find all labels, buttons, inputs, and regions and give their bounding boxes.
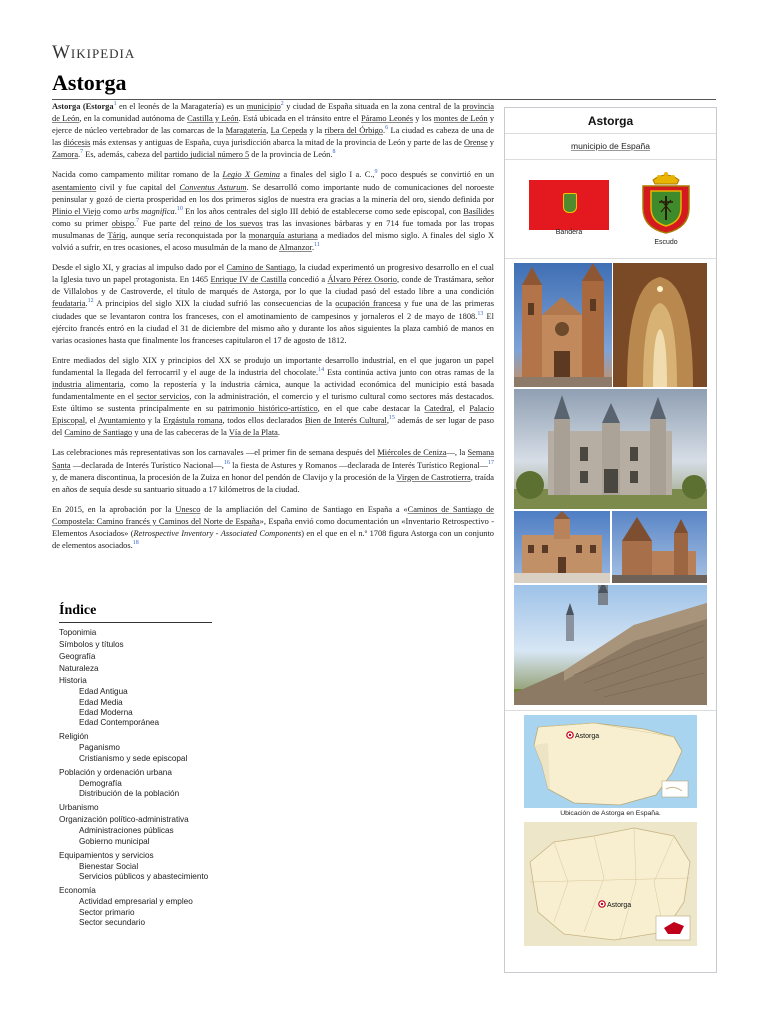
text-run: y la [145,416,164,426]
wiki-link[interactable]: Táriq [107,230,126,240]
citation-link[interactable]: 7 [136,218,140,225]
infobox-divider [505,133,716,134]
infobox-divider [505,258,716,259]
text-run: . [134,218,137,228]
text-run: El ejército francés entró en la ciudad el 31 de diciembre del mismo año y durante los años siguientes la plaza cambió de manos en varias ocasiones hasta que finalmente los franceses capitularon el 17 de agosto de 1812. [52,311,494,345]
text-run: de la ampliación del Camino de Santiago en España a « [200,504,408,514]
text-run: ) en el que en el n.º 1708 figura Astorga con un conjunto de elementos asociados. [52,529,494,551]
wiki-link[interactable]: Álvaro Pérez Osorio [327,275,397,285]
wiki-link[interactable]: Orense [463,138,488,148]
wiki-link[interactable]: Legio X Gemina [222,170,280,180]
wiki-link[interactable]: Enrique IV de Castilla [210,275,287,285]
citation-link[interactable]: 8 [332,149,336,156]
wiki-link[interactable]: Castilla y León [187,114,239,124]
text-run: . [85,299,88,309]
article-paragraph [52,504,494,552]
text-run: —declarada de Interés Turístico Nacional—, [70,460,224,470]
text-run: de la provincia de León. [249,150,333,160]
wiki-link[interactable]: provincia de León [52,102,494,124]
toc-subitem[interactable]: Bienestar Social [79,861,139,871]
map2-label: Astorga [607,902,632,909]
wiki-link[interactable]: Maragatería [225,126,267,136]
text-run: . [174,206,177,216]
infobox [504,107,717,973]
toc-divider [59,622,212,623]
article-paragraph [52,262,494,347]
wiki-link[interactable]: Conventus Asturum [179,182,247,192]
text-run: , en el que cabe destacar la [317,404,425,414]
toc-item[interactable]: Economía [59,886,96,896]
wiki-link[interactable]: asentamiento [52,182,97,192]
article-paragraph [52,447,494,495]
infobox-title: Astorga [587,114,634,128]
text-run: . [78,150,81,160]
wikipedia-logo[interactable]: Wikipedia [52,42,136,63]
citation-link[interactable]: 18 [132,540,139,547]
flag-caption: Bandera [555,229,583,236]
text-run: , [266,126,271,136]
citation-link[interactable]: 14 [318,367,325,374]
map1-label: Astorga [575,733,600,740]
text-run: además de ser lugar de paso del [52,416,494,438]
text-run: Esta continúa activa junto con otras ramas de la [324,367,494,377]
page-title: Astorga [52,70,127,95]
toc-item[interactable]: Equipamientos y servicios [59,850,154,860]
text-run: y la [307,126,325,136]
toc-subitem[interactable]: Administraciones públicas [79,826,174,836]
citation-link[interactable]: 7 [80,149,84,156]
coat-of-arms-image[interactable] [639,170,693,234]
toc-subitem[interactable]: Demografía [79,778,122,788]
toc-subitem[interactable]: Edad Antigua [79,687,128,697]
wiki-link[interactable]: Basílides [463,206,495,216]
citation-link[interactable]: 2 [280,101,284,108]
map-caption: Ubicación de Astorga en España. [560,810,661,817]
text-run: tras las invasiones bárbaras y en 714 fue tomada por las tropas musulmanas de [52,218,494,240]
text-run: », España envió como documentación un «Inventario Retrospectivo - Elementos Asociados» ( [52,516,495,538]
text-run: concedió a [286,275,328,285]
town-hall-photo[interactable] [514,511,610,583]
title-divider [52,99,716,100]
toc-item[interactable]: Religión [59,732,89,742]
wiki-link[interactable]: Semana Santa [52,448,494,470]
text-run: En los años centrales del siglo III debió de establecerse como sede episcopal, con [182,206,464,216]
text-run: . [382,126,386,136]
toc-subitem[interactable]: Edad Contemporánea [79,718,160,728]
wiki-link[interactable]: diócesis [63,138,91,148]
flag-shield-icon [563,193,577,213]
text-run: y ejerce de núcleo vertebrador de las comarcas de la [52,114,495,136]
text-run: , conde de Trastámara, señor de Villalobos y de Castroverde, el título de marqués de Astorga, por lo que la ciudad pasó del estado libre a una condición [52,275,494,297]
wiki-link[interactable]: Palacio Episcopal [52,404,495,426]
wiki-link[interactable]: ribera del Órbigo [324,126,383,136]
text-run: en el leonés de la Maragatería) es un [116,102,247,111]
wiki-link[interactable]: Camino de Santiago [226,263,295,273]
text-run: En 2015, en la aprobación por la [52,504,176,514]
text-run: Nacida como campamento militar romano de la [52,170,223,180]
text-run: y los [413,114,434,124]
text-run: , todos ellos declarados [222,416,305,426]
wiki-link[interactable]: Virgen de Castrotierra [396,472,471,482]
wiki-link[interactable]: Ayuntamiento [97,416,146,426]
wiki-link[interactable]: obispo [111,218,135,228]
text-run: . Está ubicada en el tránsito entre el [238,114,361,124]
wiki-link[interactable]: Miércoles de Ceniza [377,448,447,458]
citation-link[interactable]: 10 [176,205,183,212]
text-run: , la ciudad experimentó un progresivo desarrollo en el cual la Iglesia tuvo un papel protagonista. En 1465 [52,263,494,285]
infobox-divider [505,710,716,711]
wiki-link[interactable]: montes de León [433,114,488,124]
text-run: , el [85,416,98,426]
text-run: y [487,138,494,148]
citation-link[interactable]: 1 [113,101,117,108]
citation-link[interactable]: 11 [314,242,320,249]
text-run: . Se desarrolló como importante nudo de comunicaciones del noroeste peninsular y gozó de cierta prosperidad en los dos primeros siglos de nuestra era gracias a la minería del oro, siendo definida por [52,182,495,204]
text-run: , como la repostería y la industria cárnica, aunque la actividad económica del municipio está basada fundamentalmente en el [52,379,494,402]
wiki-link[interactable]: municipio [246,102,281,111]
wiki-link[interactable]: Bien de Interés Cultural [304,416,387,426]
cathedral-side-photo[interactable] [612,511,707,583]
text-run: y ciudad de España situada en la zona central de la [283,102,463,111]
wiki-link[interactable]: feudataria [52,299,86,309]
citation-link[interactable]: 9 [374,169,378,176]
wiki-link[interactable]: Camino de Santiago [64,428,133,438]
spain-location-map[interactable] [524,715,697,808]
lead-term: Astorga (Estorga [52,102,114,111]
toc-subitem[interactable]: Servicios públicos y abastecimiento [79,872,209,882]
text-run: Entre mediados del siglo XIX y principios del XX se produjo un importante desarrollo industrial, en el que jugaron un papel fundamental la llegada del ferrocarril y el auge de la industria del chocolate. [52,355,494,377]
table-of-contents [59,603,299,931]
wiki-link[interactable]: Caminos de Santiago de Compostela: Camino francés y Caminos del Norte de España [52,504,494,526]
leon-location-map[interactable] [524,822,697,946]
wiki-link[interactable]: monarquía asturiana [248,230,318,240]
wiki-link[interactable]: Almanzor [278,243,312,253]
toc-subitem[interactable]: Edad Media [79,697,123,707]
text-run: civil y fue capital del [96,182,180,192]
text-run: y una de las cabeceras de la [132,428,229,438]
toc-subitem[interactable]: Gobierno municipal [79,836,150,846]
toc-title: Índice [59,603,97,618]
toc-subitem[interactable]: Edad Moderna [79,707,133,717]
toc-item[interactable]: Población y ordenación urbana [59,767,172,777]
toc-item[interactable]: Urbanismo [59,803,99,813]
citation-link[interactable]: 17 [488,459,494,466]
wiki-link[interactable]: patrimonio histórico-artístico [217,404,318,414]
toc-subitem[interactable]: Cristianismo y sede episcopal [79,753,188,763]
text-run: , en la comunidad autónoma de [79,114,188,124]
text-run: , [386,416,389,426]
toc-item[interactable]: Geografía [59,652,96,662]
text-run: . [277,428,280,438]
toc-subitem[interactable]: Distribución de la población [79,789,180,799]
article-paragraph [52,169,494,254]
coat-caption: Escudo [654,239,678,246]
wiki-link[interactable]: industria alimentaria [52,379,124,389]
text-run: y, de manera discontinua, la procesión de la Zuiza en honor del pendón de Clavijo y la procesión de la [52,472,397,482]
text-run: como [100,206,124,216]
toc-subitem[interactable]: Sector secundario [79,917,145,927]
citation-link[interactable]: 13 [477,310,484,317]
infobox-divider [505,159,716,160]
text-run: , aunque sería reconquistada por la [125,230,249,240]
text-run: más extensas y antiguas de España, cuya jurisdicción abarca la mitad de la provincia de León y parte de las de [90,138,464,148]
wiki-link[interactable]: Ergástula romana [163,416,223,426]
wiki-link[interactable]: La Cepeda [270,126,308,136]
citation-link[interactable]: 12 [87,298,94,305]
text-run: , traída en años de sequía desde su santuario situado a 17 kilómetros de la ciudad. [52,472,494,494]
text-run: y fue una de las primeras ciudades que se levantaron contra los franceses, con el amotinamiento de campesinos y jornaleros el 2 de mayo de 1808. [52,299,495,321]
text-run: Retrospective Inventory - Associated Components [133,529,302,538]
wiki-link[interactable]: reino de los suevos [193,218,263,228]
text-run: , el [452,404,470,414]
wiki-link[interactable]: Zamora [52,150,79,160]
text-run: Desde el siglo XI, y gracias al impulso dado por el [52,263,227,273]
text-run: La ciudad es cabeza de una de las [52,126,495,148]
toc-item[interactable]: Símbolos y títulos [59,640,124,650]
citation-link[interactable]: 16 [223,459,230,466]
wiki-link[interactable]: Páramo Leonés [361,114,414,124]
citation-link[interactable]: 15 [388,415,395,422]
text-run: urbs magnifica [124,206,175,216]
wiki-link[interactable]: Plinio el Viejo [52,206,101,216]
toc-list [59,627,299,931]
text-run: Las celebraciones más representativas son los carnavales —el primer fin de semana después del [52,448,378,458]
wiki-link[interactable]: Catedral [424,404,453,414]
wiki-link[interactable]: Unesco [175,504,201,514]
infobox-subtitle[interactable]: municipio de España [571,141,650,151]
wiki-link[interactable]: partido judicial número 5 [164,150,250,160]
text-run: a mediados del mismo siglo. A finales del siglo X volvió a sufrir, en tres ocasiones, el acoso musulmán de la mano de [52,230,495,253]
wiki-link[interactable]: sector servicios [136,392,190,402]
cathedral-photo[interactable] [514,263,612,387]
wiki-link[interactable]: ocupación francesa [335,299,401,309]
text-run: . [311,243,315,253]
toc-item[interactable]: Naturaleza [59,664,99,674]
text-run: poco después se convirtió en un [377,170,495,180]
wiki-link[interactable]: Vía de la Plata [228,428,278,438]
text-run: la fiesta de Astures y Romanos —declarada de Interés Turístico Regional— [229,460,488,470]
ergastula-photo[interactable] [613,263,707,387]
flag-image[interactable] [529,180,609,230]
toc-subitem[interactable]: Sector primario [79,907,135,917]
article-paragraph [52,101,494,161]
text-run: A principios del siglo XIX la ciudad sufrió las consecuencias de la [93,299,336,309]
roman-walls-photo[interactable] [514,585,707,705]
text-run: —, la [446,448,468,458]
toc-item[interactable]: Toponimia [59,628,97,637]
citation-link[interactable]: 6 [385,125,389,132]
toc-subitem[interactable]: Actividad empresarial y empleo [79,897,193,907]
text-run: Fue parte del [139,218,194,228]
text-run: como su primer [52,218,112,228]
toc-item[interactable]: Historia [59,676,87,686]
text-run: Es, además, cabeza del [83,150,165,160]
toc-item[interactable]: Organización político-administrativa [59,815,189,825]
article-paragraph [52,355,494,440]
toc-subitem[interactable]: Paganismo [79,743,120,753]
text-run: a finales del siglo I a. C., [280,170,375,180]
text-run: , con la administración, el comercio y el turismo cultural como sectores más destacados. Este último se sustenta principalmente en su [52,392,495,414]
episcopal-palace-photo[interactable] [514,389,707,509]
article-body [52,101,494,560]
